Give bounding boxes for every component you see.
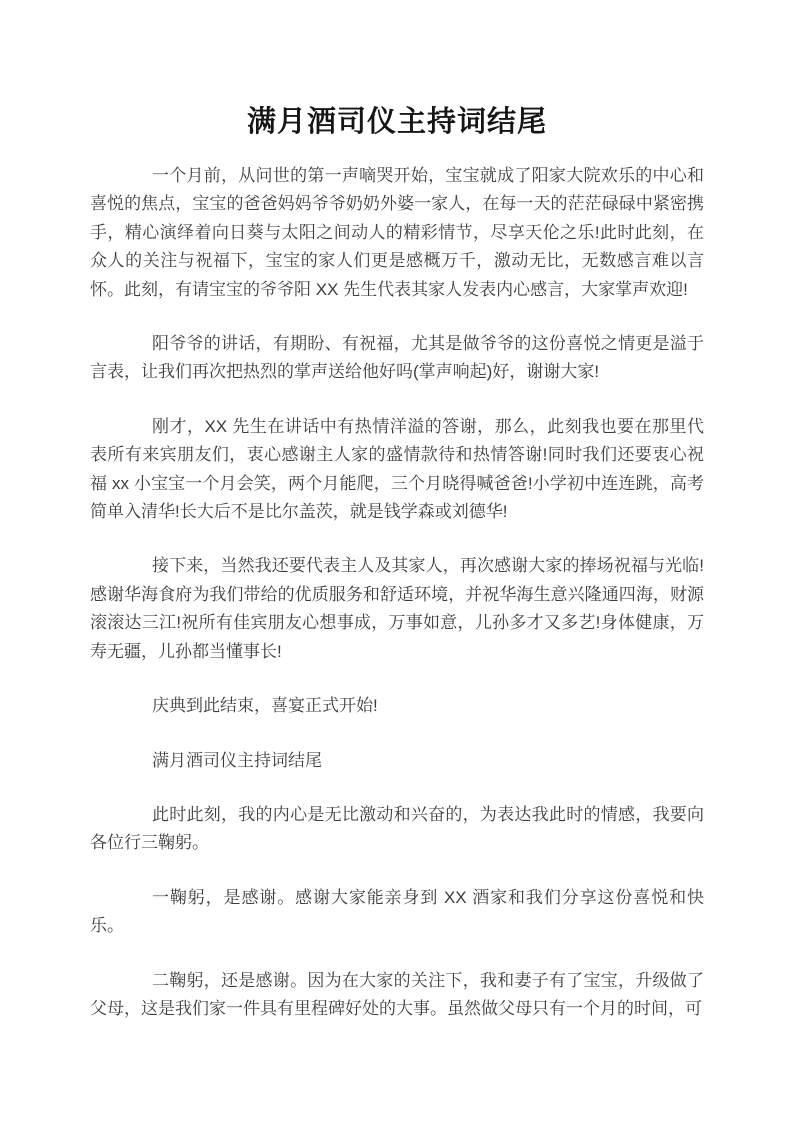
paragraph: 此时此刻，我的内心是无比激动和兴奋的，为表达我此时的情感，我要向各位行三鞠躬。	[90, 804, 704, 853]
paragraph: 一个月前，从问世的第一声嘀哭开始，宝宝就成了阳家大院欢乐的中心和喜悦的焦点，宝宝的爸爸妈妈爷爷奶奶外婆一家人，在每一天的茫茫碌碌中紧密携手，精心演绎着向日葵与太阳之间动人的精彩情节，尽享天伦之乐!此时此刻，在众人的关注与祝福下，宝宝的家人们更是感概万千，激动无比，无数感言难以言怀。此刻，有请宝宝的爷爷阳 XX 先生代表其家人发表内心感言，大家掌声欢迎!	[90, 166, 704, 299]
paragraph: 接下来，当然我还要代表主人及其家人，再次感谢大家的捧场祝福与光临!感谢华海食府为我们带给的优质服务和舒适环境，并祝华海生意兴隆通四海，财源滚滚达三江!祝所有佳宾朋友心想事成，万事如意，儿孙多才又多艺!身体健康，万寿无疆，儿孙都当懂事长!	[90, 556, 704, 661]
paragraph-subtitle: 满月酒司仪主持词结尾	[152, 750, 322, 770]
document-title: 满月酒司仪主持词结尾	[246, 106, 547, 138]
paragraph: 庆典到此结束，喜宴正式开始!	[152, 696, 378, 716]
paragraph: 刚才，XX 先生在讲话中有热情洋溢的答谢，那么，此刻我也要在那里代表所有来宾朋友们，衷心感谢主人家的盛情款待和热情答谢!同时我们还要衷心祝福 xx 小宝宝一个月会笑，两个月能爬，三个月晓得喊爸爸!小学初中连连跳，高考简单入清华!长大后不是比尔盖茨，就是钱学森或刘德华!	[90, 416, 704, 522]
paragraph: 二鞠躬，还是感谢。因为在大家的关注下，我和妻子有了宝宝，升级做了父母，这是我们家一件具有里程碑好处的大事。虽然做父母只有一个月的时间，可	[90, 970, 704, 1018]
paragraph: 阳爷爷的讲话，有期盼、有祝福，尤其是做爷爷的这份喜悦之情更是溢于言表，让我们再次把热烈的掌声送给他好吗(掌声响起)好，谢谢大家!	[90, 334, 704, 382]
paragraph: 一鞠躬，是感谢。感谢大家能亲身到 XX 酒家和我们分享这份喜悦和快乐。	[90, 887, 704, 936]
